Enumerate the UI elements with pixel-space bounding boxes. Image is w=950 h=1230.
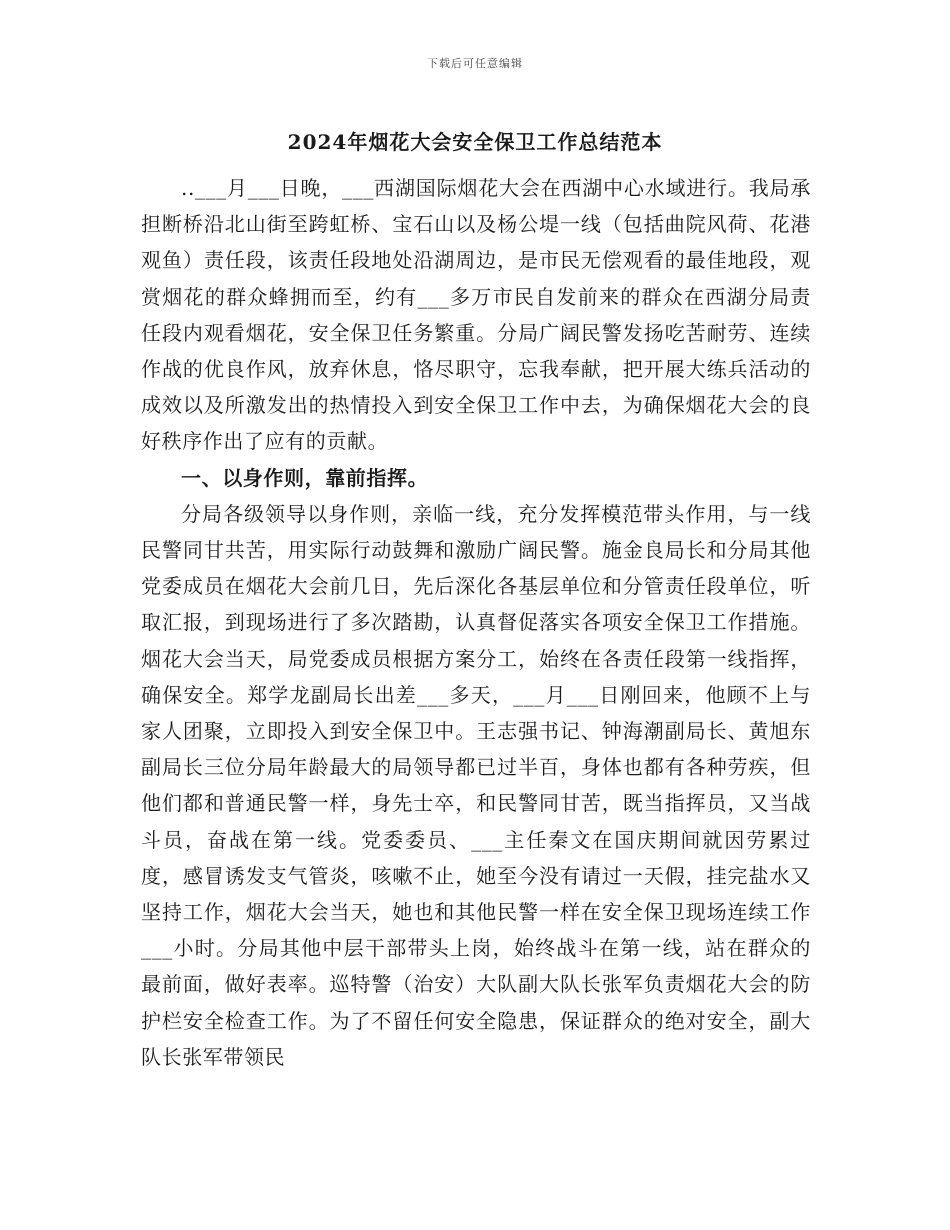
paragraph-intro: ..___月___日晚，___西湖国际烟花大会在西湖中心水域进行。我局承担断桥沿北山街至跨虹桥、宝石山以及杨公堤一线（包括曲院风荷、花港观鱼）责任段，该责任段地处沿湖周边，是市民无偿观看的最佳地段，观赏烟花的群众蜂拥而至，约有___多万市民自发前来的群众在西湖分局责任段内观看烟花，安全保卫任务繁重。分局广阔民警发扬吃苦耐劳、连续作战的优良作风，放弃休息，恪尽职守，忘我奉献，把开展大练兵活动的成效以及所激发出的热情投入到安全保卫工作中去，为确保烟花大会的良好秩序作出了应有的贡献。 <box>141 176 811 454</box>
document-title: 2024年烟花大会安全保卫工作总结范本 <box>287 130 663 154</box>
paragraph-section-one: 分局各级领导以身作则，亲临一线，充分发挥模范带头作用，与一线民警同甘共苦，用实际行动鼓舞和激励广阔民警。施金良局长和分局其他党委成员在烟花大会前几日，先后深化各基层单位和分管责任段单位，听取汇报，到现场进行了多次踏勘，认真督促落实各项安全保卫工作措施。烟花大会当天，局党委成员根据方案分工，始终在各责任段第一线指挥，确保安全。郑学龙副局长出差___多天，___月___日刚回来，他顾不上与家人团聚，立即投入到安全保卫中。王志强书记、钟海潮副局长、黄旭东副局长三位分局年龄最大的局领导都已过半百，身体也都有各种劳疾，但他们都和普通民警一样，身先士卒，和民警同甘苦，既当指挥员，又当战斗员，奋战在第一线。党委委员、___主任秦文在国庆期间就因劳累过度，感冒诱发支气管炎，咳嗽不止，她至今没有请过一天假，挂完盐水又坚持工作，烟花大会当天，她也和其他民警一样在安全保卫现场连续工作___小时。分局其他中层干部带头上岗，始终战斗在第一线，站在群众的最前面，做好表率。巡特警（治安）大队副大队长张军负责烟花大会的防护栏安全检查工作。为了不留任何安全隐患，保证群众的绝对安全，副大队长张军带领民 <box>141 501 811 1069</box>
page-header-note: 下载后可任意编辑 <box>427 57 523 70</box>
section-heading: 一、以身作则，靠前指挥。 <box>181 465 429 490</box>
document-body <box>141 170 811 1075</box>
